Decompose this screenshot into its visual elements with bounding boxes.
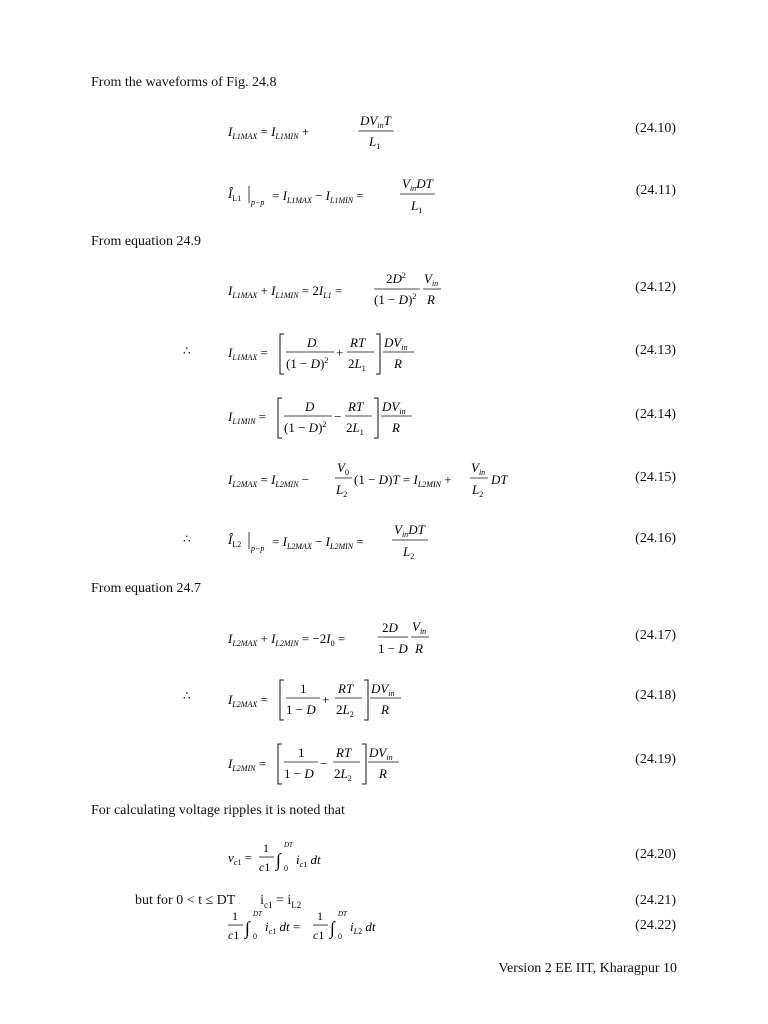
- svg-text:2L2: $2L_2$: [334, 766, 352, 783]
- intro-ripples: For calculating voltage ripples it is noted that: [91, 803, 345, 818]
- svg-text:c1: c1: [259, 860, 271, 874]
- svg-text:ic1 dt: $i_c1$ dt: [296, 852, 321, 869]
- intro-eq249: From equation 24.9: [91, 234, 202, 249]
- svg-text:IL1MIN =: $I_{L1MIN}$ =: [228, 409, 267, 426]
- svg-text:DT: DT: [284, 841, 293, 849]
- svg-text:1: 1: [298, 745, 305, 760]
- svg-text:D: D: [305, 399, 315, 414]
- svg-text:DT: DT: [491, 472, 508, 487]
- equation-number: (24.22): [635, 918, 676, 933]
- svg-text:p−p: p−p: [251, 198, 265, 207]
- therefore-symbol: ∴: [183, 344, 191, 358]
- equation-24-22: [228, 906, 398, 946]
- equation-24-11: [228, 172, 438, 217]
- therefore-symbol: ∴: [183, 689, 191, 703]
- svg-text:IL1MAX = IL1MIN +: $I_{L1MAX} = I_{L1MIN}$ +: [228, 124, 310, 141]
- svg-text:R: R: [392, 420, 400, 435]
- equation-number: (24.17): [635, 628, 676, 643]
- svg-text:Vin: $V_{in}$: [424, 271, 439, 288]
- page-footer: Version 2 EE IIT, Kharagpur 10: [498, 961, 677, 976]
- intro-waveforms: From the waveforms of Fig. 24.8: [91, 75, 277, 90]
- svg-text:0: 0: [284, 864, 288, 873]
- svg-text:L1: $L_1$: [369, 134, 381, 151]
- svg-text:1: 1: [232, 909, 238, 923]
- svg-text:(1 − D)T = IL2MIN +: $(1 - D)T = I_{L2MIN}$ +: [354, 472, 452, 489]
- condition-prefix: but for 0 < t ≤ DT: [135, 893, 236, 908]
- equation-number: (24.19): [635, 752, 676, 767]
- svg-text:L1: $L_1$: [411, 198, 423, 215]
- equation-number: (24.20): [635, 847, 676, 862]
- svg-text:2L2: $2L_2$: [336, 702, 354, 719]
- equation-number: (24.10): [635, 121, 676, 136]
- svg-text:R: R: [379, 766, 387, 781]
- equation-24-10: [228, 108, 398, 153]
- svg-text:2L1: $2L_1$: [346, 420, 364, 437]
- svg-text:RT: RT: [350, 335, 366, 350]
- equation-24-19: [228, 737, 418, 787]
- svg-text:ÎL1: $Î_{L1}$: [228, 186, 242, 203]
- svg-text:iL2 dt: $i_L2$ dt: [350, 919, 376, 936]
- svg-text:IL1MAX + IL1MIN = 2IL1 =: $I_{L1MAX} + I_{L1MIN} = 2I_{L1}$ =: [228, 283, 343, 300]
- svg-text:vc1 =: $v_c1$ =: [228, 850, 252, 867]
- svg-text:+: +: [336, 345, 344, 360]
- svg-text:VinDT: $V_{in}DT$: [402, 176, 433, 193]
- svg-text:0: 0: [338, 932, 342, 941]
- svg-text:IL2MAX =: $I_{L2MAX}$ =: [228, 692, 268, 709]
- condition-relation: $i_{c1} = i_{L2}$: [260, 893, 302, 910]
- svg-text:2D: 2D: [382, 620, 398, 635]
- equation-number: (24.18): [635, 688, 676, 703]
- svg-text:DVinT: $DV_{in}T$: [360, 113, 391, 130]
- svg-text:IL1MAX =: $I_{L1MAX}$ =: [228, 345, 268, 362]
- equation-24-17: [228, 615, 448, 660]
- equation-number: (24.14): [635, 407, 676, 422]
- svg-text:= IL2MAX − IL2MIN =: = $I_{L2MAX} - I_{L2MIN}$ =: [272, 534, 364, 551]
- svg-text:p−p: p−p: [251, 544, 265, 553]
- svg-text:∫: ∫: [276, 850, 281, 870]
- equation-24-13: [228, 328, 428, 378]
- svg-text:DVin: $DV_{in}$: [371, 681, 395, 698]
- equation-24-18: [228, 673, 418, 723]
- svg-text:1: 1: [300, 681, 307, 696]
- svg-text:IL2MAX + IL2MIN = −2I0 =: $I_{L2MAX} + I_{L2MIN} = -2I_0$ =: [228, 631, 346, 648]
- svg-text:DT: DT: [253, 910, 262, 918]
- svg-text:RT: RT: [338, 681, 354, 696]
- svg-text:2D2: $2D^2$: [386, 271, 406, 286]
- svg-text:R: R: [427, 292, 435, 307]
- svg-text:1: 1: [263, 841, 269, 855]
- svg-text:(1 − D)2: $(1 - D)^2$: [286, 356, 329, 371]
- svg-text:V0: $V_0$: [337, 460, 349, 477]
- svg-text:IL2MIN =: $I_{L2MIN}$ =: [228, 756, 267, 773]
- equation-24-16: [228, 518, 438, 563]
- svg-text:= IL1MAX − IL1MIN =: = $I_{L1MAX} - I_{L1MIN}$ =: [272, 188, 364, 205]
- svg-text:∫: ∫: [330, 918, 335, 938]
- equation-24-15: [228, 457, 528, 502]
- equation-24-12: [228, 267, 458, 312]
- equation-24-20: [228, 836, 368, 881]
- svg-text:DVin: $DV_{in}$: [382, 399, 406, 416]
- intro-eq247: From equation 24.7: [91, 581, 202, 596]
- svg-text:ÎL2: $Î_{L2}$: [228, 532, 242, 549]
- equation-number: (24.16): [635, 531, 676, 546]
- therefore-symbol: ∴: [183, 532, 191, 546]
- equation-number: (24.13): [635, 343, 676, 358]
- svg-text:−: −: [334, 409, 342, 424]
- equation-number: (24.21): [635, 893, 676, 908]
- svg-text:1 − D: 1 − D: [284, 766, 314, 781]
- equation-number: (24.15): [635, 470, 676, 485]
- svg-text:DVin: $DV_{in}$: [369, 745, 393, 762]
- svg-text:R: R: [381, 702, 389, 717]
- svg-text:c1: c1: [313, 928, 325, 942]
- svg-text:L2: $L_2$: [336, 482, 348, 499]
- svg-text:−: −: [320, 756, 328, 771]
- svg-text:0: 0: [253, 932, 257, 941]
- svg-text:L2: $L_2$: [472, 482, 484, 499]
- svg-text:R: R: [394, 356, 402, 371]
- svg-text:Vin: $V_{in}$: [471, 460, 486, 477]
- svg-text:DVin: $DV_{in}$: [384, 335, 408, 352]
- svg-text:(1 − D)2: $(1 - D)^2$: [374, 292, 417, 307]
- svg-text:2L1: $2L_1$: [348, 356, 366, 373]
- equation-number: (24.12): [635, 280, 676, 295]
- svg-text:RT: RT: [348, 399, 364, 414]
- svg-text:1 − D: 1 − D: [286, 702, 316, 717]
- svg-text:D: D: [307, 335, 317, 350]
- svg-text:R: R: [415, 641, 423, 656]
- svg-text:L2: $L_2$: [403, 544, 415, 561]
- svg-text:c1: c1: [228, 928, 240, 942]
- svg-text:1: 1: [317, 909, 323, 923]
- svg-text:RT: RT: [336, 745, 352, 760]
- svg-text:VinDT: $V_{in}DT$: [394, 522, 425, 539]
- svg-text:(1 − D)2: $(1 - D)^2$: [284, 420, 327, 435]
- svg-text:1 − D: 1 − D: [378, 641, 408, 656]
- svg-text:Vin: $V_{in}$: [412, 619, 427, 636]
- svg-text:ic1 dt =: $i_c1$ dt =: [265, 919, 301, 936]
- equation-24-14: [228, 392, 428, 442]
- svg-text:IL2MAX = IL2MIN −: $I_{L2MAX} = I_{L2MIN}$ −: [228, 472, 310, 489]
- svg-text:DT: DT: [338, 910, 347, 918]
- svg-text:+: +: [322, 692, 330, 707]
- svg-text:∫: ∫: [245, 918, 250, 938]
- equation-number: (24.11): [635, 183, 676, 198]
